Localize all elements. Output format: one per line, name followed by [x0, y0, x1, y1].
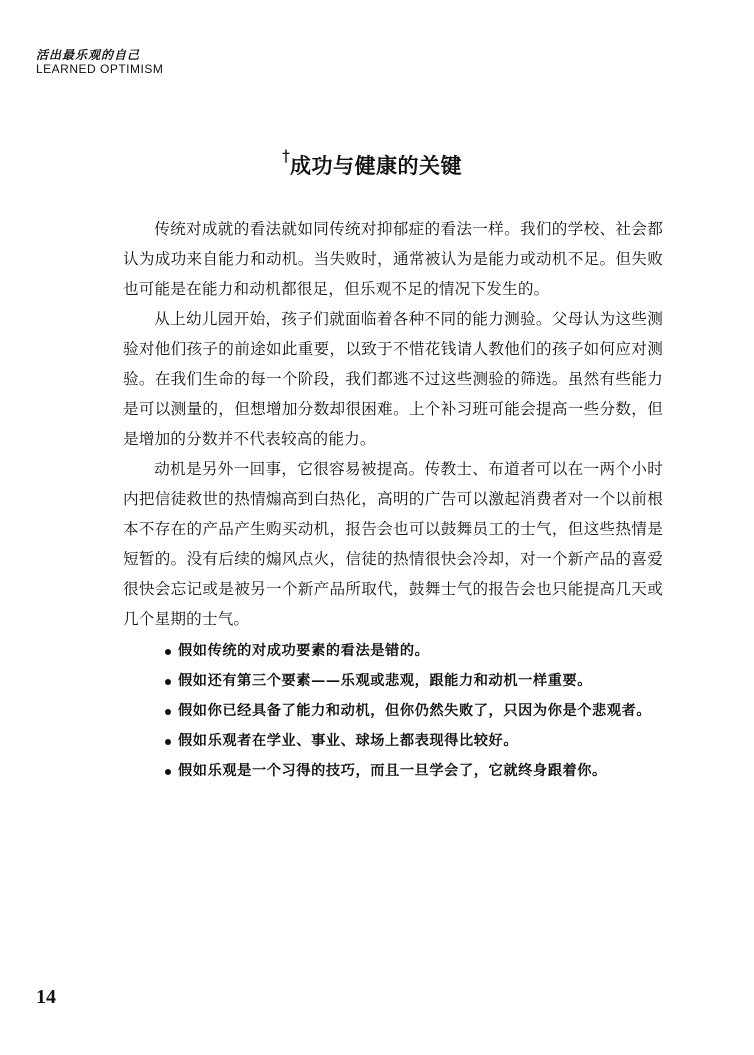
- bullet-text: 假如你已经具备了能力和动机，但你仍然失败了，只因为你是个悲观者。: [178, 703, 652, 719]
- bullet-text: 假如乐观是一个习得的技巧，而且一旦学会了，它就终身跟着你。: [178, 763, 607, 779]
- bullet-item: [123, 726, 663, 756]
- bullet-text: 假如乐观者在学业、事业、球场上都表现得比较好。: [178, 733, 519, 749]
- section-heading: [282, 146, 462, 180]
- bullet-list: [123, 636, 663, 786]
- book-title-chinese: 活出最乐观的自己: [36, 48, 141, 62]
- running-header: [36, 48, 196, 76]
- paragraph: 传统对成就的看法就如同传统对抑郁症的看法一样。我们的学校、社会都认为成功来自能力和动机。当失败时，通常被认为是能力或动机不足。但失败也可能是在能力和动机都很足，但乐观不足的情况下发生的。: [123, 220, 663, 298]
- section-title: 成功与健康的关键: [290, 154, 462, 178]
- bullet-dot-icon: [165, 709, 171, 715]
- bullet-text: 假如还有第三个要素——乐观或悲观，跟能力和动机一样重要。: [178, 673, 593, 689]
- bullet-dot-icon: [165, 649, 171, 655]
- bullet-dot-icon: [165, 769, 171, 775]
- body-text: [123, 214, 663, 786]
- paragraph: 从上幼儿园开始，孩子们就面临着各种不同的能力测验。父母认为这些测验对他们孩子的前途如此重要，以致于不惜花钱请人教他们的孩子如何应对测验。在我们生命的每一个阶段，我们都逃不过这些测验的筛选。虽然有些能力是可以测量的，但想增加分数却很困难。上个补习班可能会提高一些分数，但是增加的分数并不代表较高的能力。: [123, 310, 663, 448]
- bullet-dot-icon: [165, 739, 171, 745]
- book-title-english: LEARNED OPTIMISM: [36, 62, 164, 76]
- bullet-text: 假如传统的对成功要素的看法是错的。: [178, 643, 430, 659]
- bullet-item: [123, 696, 663, 726]
- section-marker: †: [282, 146, 290, 165]
- paragraph: 动机是另外一回事，它很容易被提高。传教士、布道者可以在一两个小时内把信徒救世的热情煽高到白热化，高明的广告可以激起消费者对一个以前根本不存在的产品产生购买动机，报告会也可以鼓舞员工的士气，但这些热情是短暂的。没有后续的煽风点火，信徒的热情很快会冷却，对一个新产品的喜爱很快会忘记或是被另一个新产品所取代，鼓舞士气的报告会也只能提高几天或几个星期的士气。: [123, 460, 663, 628]
- bullet-item: [123, 756, 663, 786]
- bullet-item: [123, 636, 663, 666]
- bullet-item: [123, 666, 663, 696]
- page-number: 14: [36, 986, 56, 1008]
- bullet-dot-icon: [165, 679, 171, 685]
